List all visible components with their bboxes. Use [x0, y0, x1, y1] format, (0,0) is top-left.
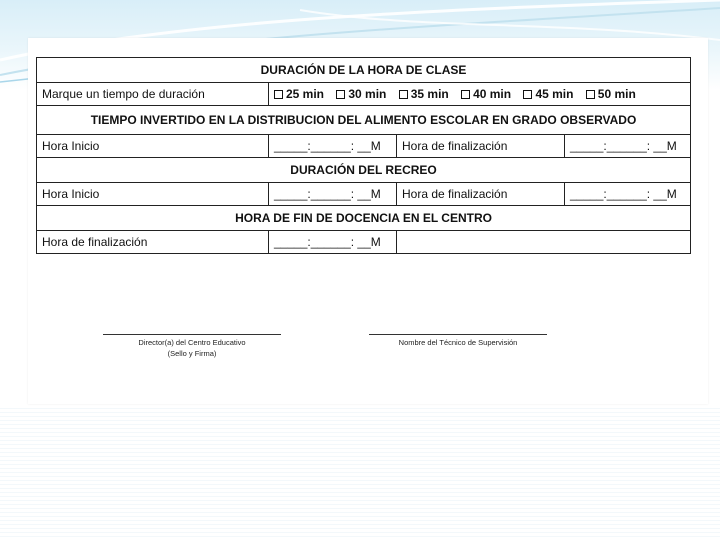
- checkbox-icon: [336, 90, 345, 99]
- food-start-field[interactable]: _____:______: __M: [269, 135, 397, 158]
- duration-option-35[interactable]: 35 min: [399, 87, 449, 101]
- director-signature-line[interactable]: [103, 334, 281, 335]
- empty-cell: [565, 231, 691, 254]
- duration-option-30[interactable]: 30 min: [336, 87, 386, 101]
- duration-label: Marque un tiempo de duración: [37, 83, 269, 106]
- food-start-label: Hora Inicio: [37, 135, 269, 158]
- checkbox-icon: [523, 90, 532, 99]
- form-sheet: [28, 38, 708, 404]
- director-signature-label: Director(a) del Centro Educativo: [138, 338, 246, 347]
- empty-cell: [397, 231, 565, 254]
- section-title-teaching-end: HORA DE FIN DE DOCENCIA EN EL CENTRO: [37, 206, 691, 231]
- recess-end-field[interactable]: _____:______: __M: [565, 183, 691, 206]
- slide-bottom-pattern: [0, 405, 720, 540]
- section-title-food-distribution: TIEMPO INVERTIDO EN LA DISTRIBUCION DEL ALIMENTO ESCOLAR EN GRADO OBSERVADO: [37, 106, 691, 135]
- recess-start-field[interactable]: _____:______: __M: [269, 183, 397, 206]
- duration-option-25[interactable]: 25 min: [274, 87, 324, 101]
- duration-option-45[interactable]: 45 min: [523, 87, 573, 101]
- checkbox-icon: [399, 90, 408, 99]
- food-end-label: Hora de finalización: [397, 135, 565, 158]
- checkbox-icon: [461, 90, 470, 99]
- duration-option-40[interactable]: 40 min: [461, 87, 511, 101]
- technician-name-label: Nombre del Técnico de Supervisión: [398, 338, 518, 347]
- technician-signature-block: [369, 334, 547, 347]
- teaching-end-label: Hora de finalización: [37, 231, 269, 254]
- checkbox-icon: [586, 90, 595, 99]
- duration-option-50[interactable]: 50 min: [586, 87, 636, 101]
- recess-start-label: Hora Inicio: [37, 183, 269, 206]
- technician-signature-line[interactable]: [369, 334, 547, 335]
- recess-end-label: Hora de finalización: [397, 183, 565, 206]
- duration-options: [269, 83, 691, 106]
- section-title-recess-duration: DURACIÓN DEL RECREO: [37, 158, 691, 183]
- director-signature-block: [103, 334, 281, 358]
- food-end-field[interactable]: _____:______: __M: [565, 135, 691, 158]
- observation-form-table: [36, 57, 691, 254]
- director-seal-label: (Sello y Firma): [167, 349, 217, 358]
- section-title-class-duration: DURACIÓN DE LA HORA DE CLASE: [37, 58, 691, 83]
- checkbox-icon: [274, 90, 283, 99]
- teaching-end-field[interactable]: _____:______: __M: [269, 231, 397, 254]
